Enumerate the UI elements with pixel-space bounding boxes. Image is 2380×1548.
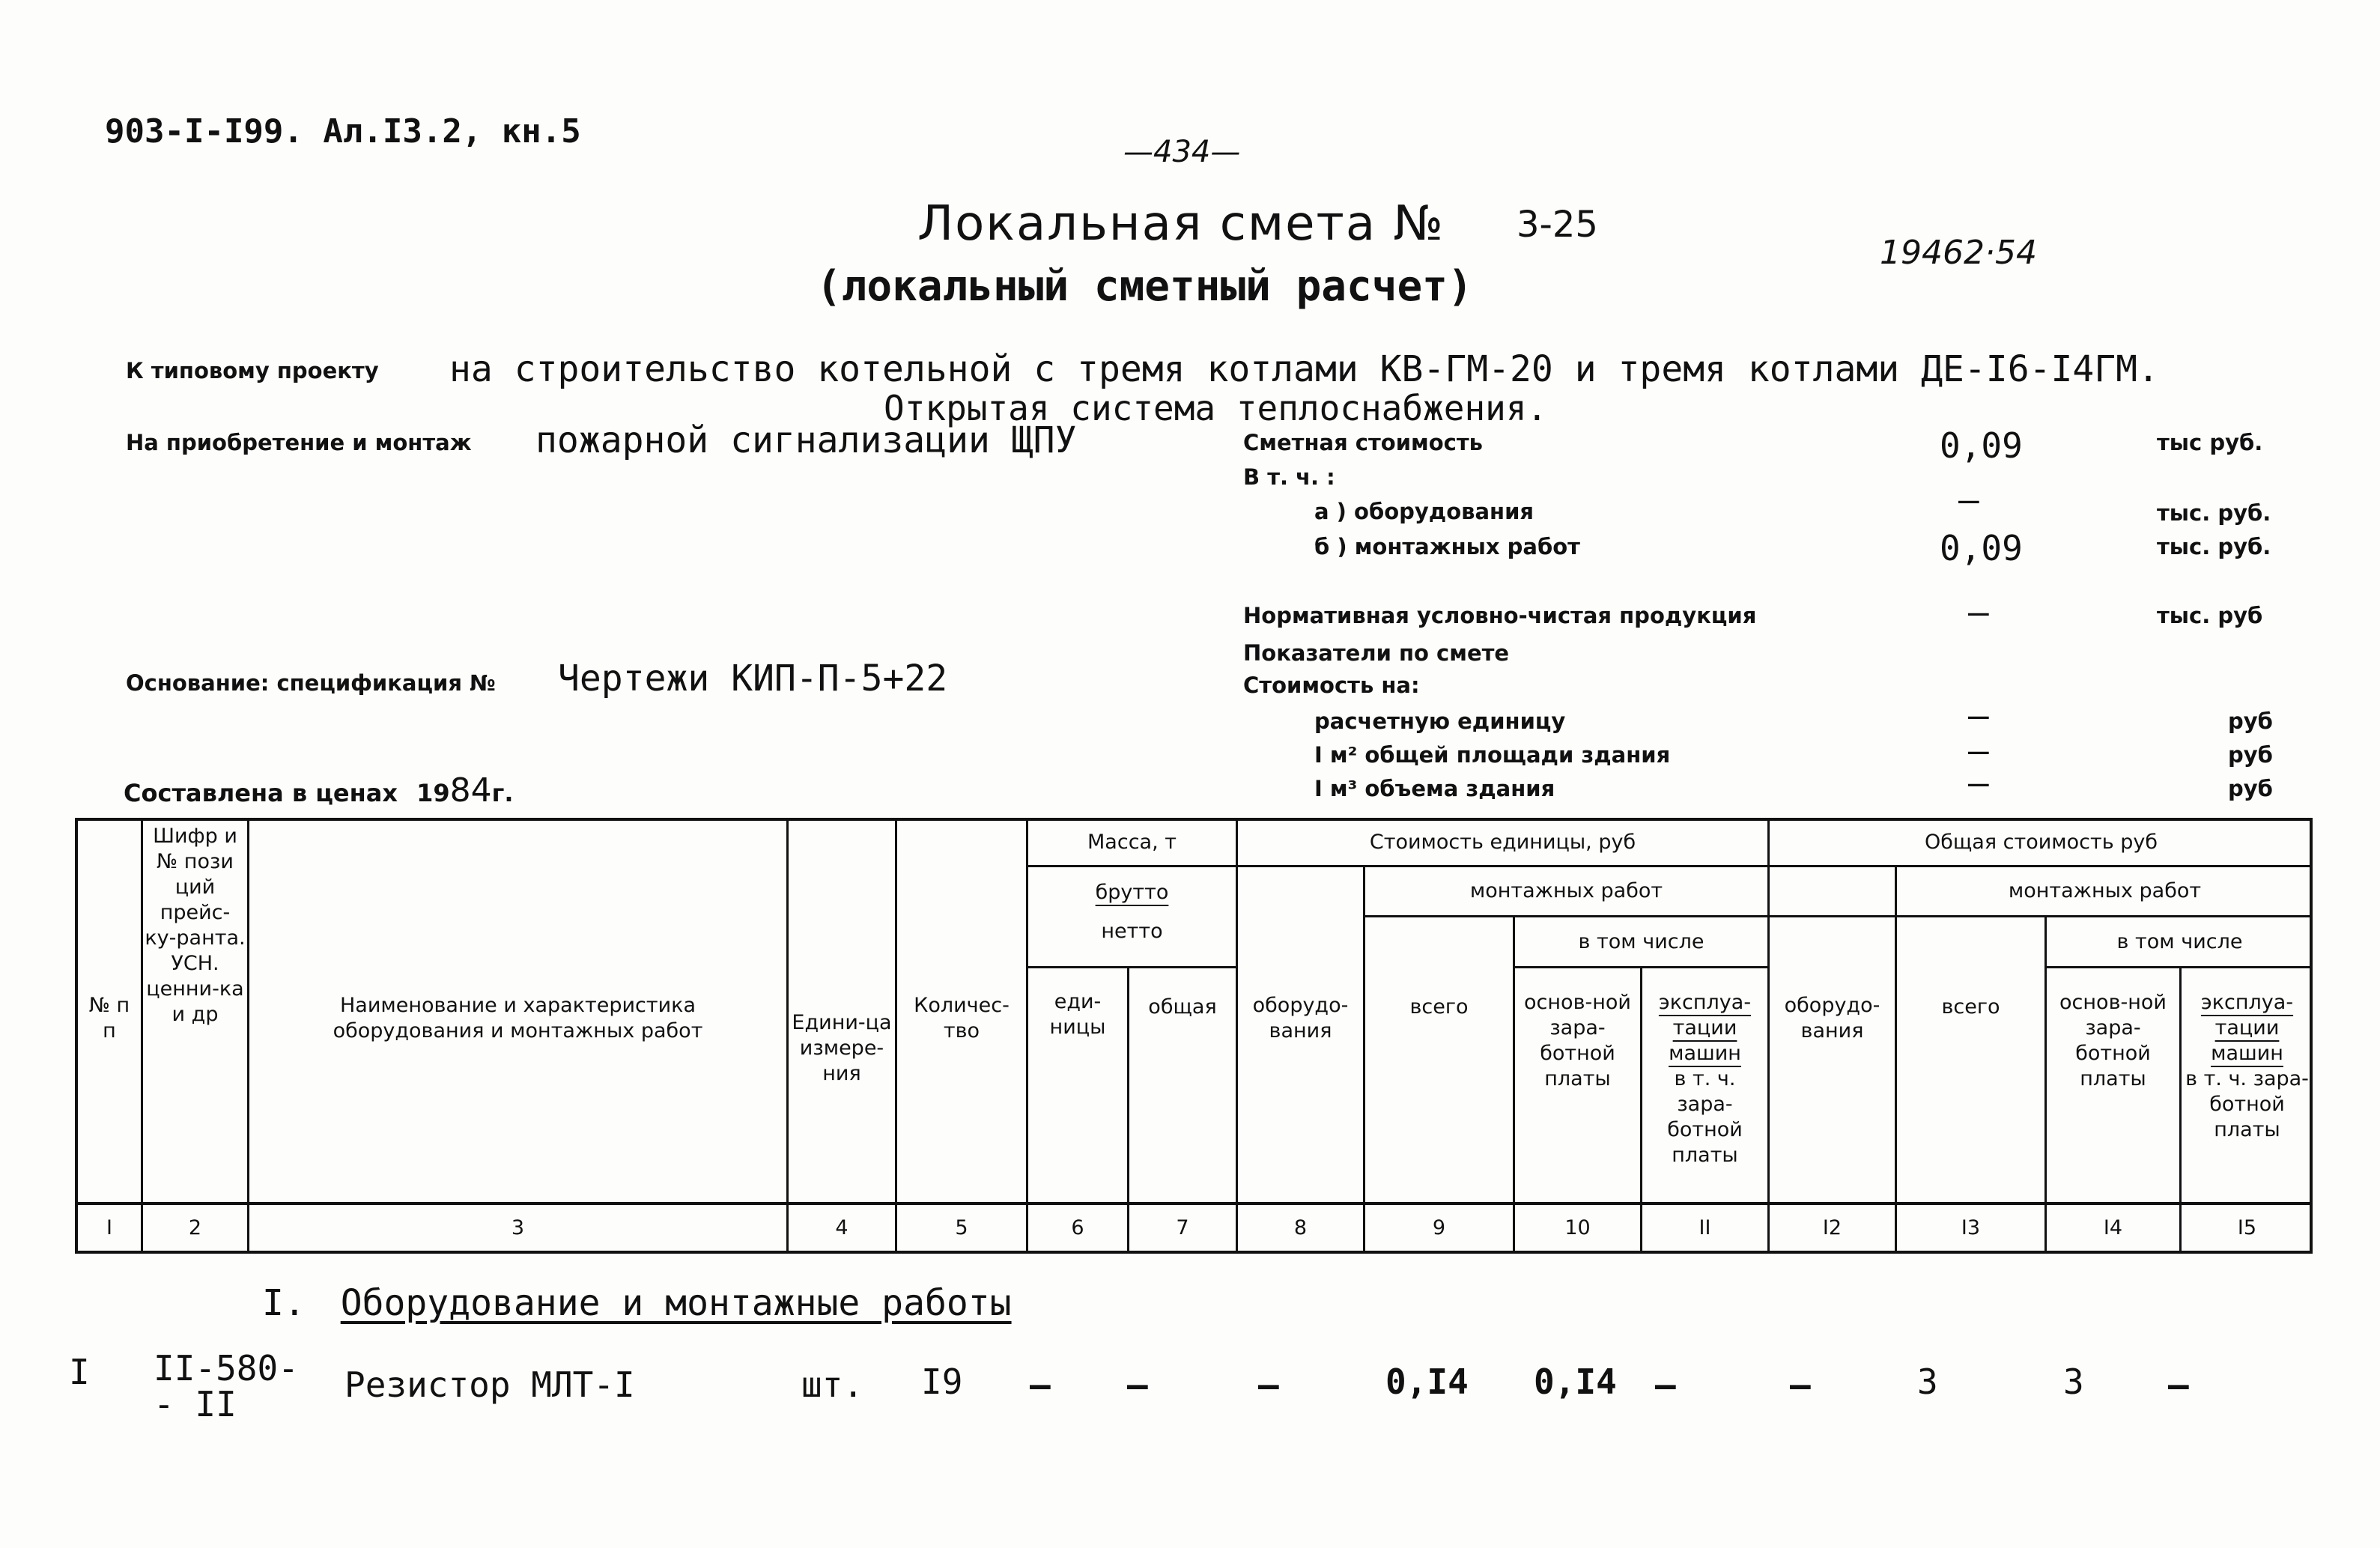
header-unit-equipment: оборудо-вания: [1252, 994, 1349, 1042]
prices-year-prefix: 19: [416, 779, 450, 807]
section-heading: [262, 1282, 1012, 1324]
row-unit: шт.: [801, 1365, 864, 1405]
project-label: К типовому проекту: [126, 358, 379, 383]
purchase-label: На приобретение и монтаж: [126, 430, 472, 455]
col-number: 3: [511, 1216, 525, 1239]
project-text: на строительство котельной с тремя котлами КВ-ГМ-20 и тремя котлами ДЕ-I6-I4ГМ.: [449, 348, 2159, 390]
document-code: 903-I-I99. Ал.I3.2, кн.5: [105, 112, 581, 151]
col-number: 8: [1293, 1216, 1308, 1239]
document-title: Локальная смета №: [917, 196, 1445, 252]
install-label: б ) монтажных работ: [1314, 534, 1580, 559]
volume-cost-unit: руб: [2228, 776, 2273, 801]
row-qty: I9: [921, 1362, 963, 1402]
header-code: Шифр и № пози ций прейс-ку-ранта. УСН. ценни-ка и др: [145, 825, 246, 1026]
row-mass-unit: –: [1030, 1365, 1051, 1405]
row-total-machines: –: [2168, 1365, 2189, 1405]
header-rule-mass: [1026, 966, 1236, 968]
header-unit-machines-cell: [1642, 989, 1767, 1198]
header-total-machines-wage: в т. ч. зара-ботной платы: [2185, 1067, 2309, 1141]
header-brutto: [1028, 876, 1236, 909]
col-number: 10: [1564, 1216, 1591, 1239]
estimated-cost-label: Сметная стоимость: [1243, 430, 1483, 455]
row-total-install-all: 3: [1917, 1362, 1938, 1402]
header-mass-total: общая: [1148, 995, 1217, 1019]
project-text-2: Открытая система теплоснабжения.: [884, 388, 1548, 428]
section-title: Оборудование и монтажные работы: [340, 1282, 1012, 1324]
col-rule: [1895, 865, 1897, 1254]
header-total-incl: в том числе: [2116, 929, 2243, 953]
prices-label: Составлена в ценах: [124, 779, 398, 807]
header-unit-all: всего: [1409, 995, 1469, 1019]
header-total-all: всего: [1941, 995, 2000, 1019]
col-number: 2: [188, 1216, 202, 1239]
incl-label: В т. ч. :: [1243, 464, 1335, 490]
col-number: 7: [1176, 1216, 1189, 1239]
row-mass-total: –: [1127, 1365, 1148, 1405]
header-mass-unit: еди-ницы: [1049, 990, 1106, 1039]
header-unit-wage: основ-ной зара-ботной платы: [1524, 991, 1631, 1090]
header-unit-cost: Стоимость единицы, руб: [1369, 831, 1636, 854]
row-total-wage: 3: [2063, 1362, 2084, 1402]
estimated-cost-value: 0,09: [1940, 425, 2023, 466]
header-total-machines-cell: [2182, 989, 2313, 1198]
prices-year: 84: [449, 771, 492, 810]
col-number: I2: [1822, 1216, 1842, 1239]
header-unit-install: монтажных работ: [1469, 879, 1663, 902]
volume-cost-value: –: [1968, 762, 1989, 803]
area-cost-unit: руб: [2228, 742, 2273, 768]
prices-line: [124, 771, 514, 810]
col-number: 9: [1432, 1216, 1446, 1239]
install-value: 0,09: [1940, 528, 2023, 568]
header-mass: Масса, т: [1087, 831, 1177, 854]
header-no: № п п: [88, 994, 130, 1042]
col-number: I4: [2103, 1216, 2123, 1239]
header-total-machines: эксплуа-тации машин: [2200, 991, 2294, 1065]
header-unit: Едини-ца измере-ния: [792, 1011, 892, 1085]
equipment-value: –: [1958, 479, 1979, 520]
header-brutto-text: брутто: [1095, 881, 1169, 904]
purchase-text: пожарной сигнализации ЩПУ: [535, 419, 1077, 461]
row-install-all: 0,I4: [1385, 1362, 1469, 1402]
cost-on-label: Стоимость на:: [1243, 673, 1420, 698]
header-qty: Количес-тво: [914, 994, 1010, 1042]
header-name: Наименование и характеристика оборудования и монтажных работ: [333, 994, 703, 1042]
indicators-label: Показатели по смете: [1243, 640, 1510, 666]
row-code-line1: II-580-: [154, 1348, 299, 1388]
row-machines: –: [1655, 1365, 1676, 1405]
col-number: 6: [1071, 1216, 1084, 1239]
row-code-line2: - II: [154, 1384, 237, 1424]
row-equipment: –: [1258, 1365, 1279, 1405]
estimate-number: 3-25: [1517, 204, 1598, 246]
header-total-cost: Общая стоимость руб: [1924, 831, 2158, 854]
area-cost-label: I м² общей площади здания: [1314, 742, 1671, 768]
row-wage: 0,I4: [1534, 1362, 1617, 1402]
estimated-cost-unit: тыс руб.: [2157, 430, 2263, 455]
normative-unit: тыс. руб: [2157, 603, 2263, 628]
unit-cost-unit: руб: [2228, 708, 2273, 734]
equipment-unit: тыс. руб.: [2157, 500, 2271, 526]
col-number: II: [1699, 1216, 1711, 1239]
unit-cost-value: –: [1968, 695, 1989, 735]
prices-suffix: г.: [491, 779, 514, 807]
unit-cost-label: расчетную единицу: [1314, 708, 1566, 734]
row-total-equipment: –: [1790, 1365, 1811, 1405]
header-total-equipment: оборудо-вания: [1784, 994, 1880, 1042]
volume-cost-label: I м³ объема здания: [1314, 776, 1555, 801]
header-unit-machines: эксплуа-тации машин: [1658, 991, 1752, 1065]
row-name: Резистор МЛТ-I: [344, 1365, 635, 1405]
col-number: I5: [2237, 1216, 2257, 1239]
section-number: I.: [262, 1282, 306, 1324]
header-unit-incl: в том числе: [1578, 929, 1704, 953]
page-number: —434—: [1123, 135, 1241, 169]
col-number: I: [106, 1216, 112, 1239]
document-subtitle: (локальный сметный расчет): [816, 262, 1473, 311]
install-unit: тыс. руб.: [2157, 534, 2271, 559]
header-total-install: монтажных работ: [2008, 879, 2202, 902]
header-total-wage: основ-ной зара-ботной платы: [2059, 991, 2167, 1090]
header-netto: нетто: [1101, 920, 1163, 943]
col-rule: [1363, 865, 1365, 1254]
header-rule-incl-2: [2044, 966, 2313, 968]
basis-label: Основание: спецификация №: [126, 670, 496, 696]
col-number: I3: [1961, 1216, 1981, 1239]
normative-value: –: [1968, 592, 1989, 632]
basis-text: Чертежи КИП-П-5+22: [558, 658, 948, 699]
col-number: 4: [835, 1216, 849, 1239]
reference-number: 19462·54: [1880, 234, 2037, 272]
row-no: I: [69, 1352, 90, 1392]
equipment-label: а ) оборудования: [1314, 499, 1534, 524]
area-cost-value: –: [1968, 730, 1989, 771]
col-number: 5: [955, 1216, 968, 1239]
normative-label: Нормативная условно-чистая продукция: [1243, 603, 1757, 628]
header-unit-machines-wage: в т. ч. зара-ботной платы: [1667, 1067, 1743, 1167]
